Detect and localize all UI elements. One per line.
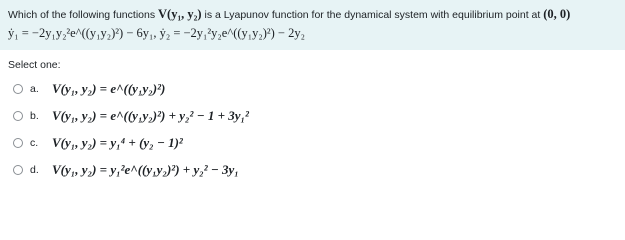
question-middle: is a Lyapunov function for the dynamical system with equilibrium point at xyxy=(201,9,544,21)
question-text-panel xyxy=(0,0,625,50)
question-function: V(y₁, y₂) xyxy=(158,7,202,21)
option-d[interactable] xyxy=(13,156,249,183)
option-formula: V(y₁, y₂) = y₁⁴ + (y₂ − 1)² xyxy=(52,134,183,150)
radio-button-c[interactable] xyxy=(13,138,23,148)
radio-button-d[interactable] xyxy=(13,165,23,175)
option-c[interactable] xyxy=(13,129,249,156)
question-text xyxy=(8,6,617,24)
answer-options xyxy=(13,75,249,183)
option-a[interactable] xyxy=(13,75,249,102)
radio-button-a[interactable] xyxy=(13,84,23,94)
system-equation: ẏ₁ = −2y₁y₂²e^((y₁y₂)²) − 6y₁, ẏ₂ = −2y₁²y₂e^((y₁y₂)²) − 2y₂ xyxy=(8,26,305,40)
option-formula: V(y₁, y₂) = y₁²e^((y₁y₂)²) + y₂² − 3y₁ xyxy=(52,161,239,177)
equilibrium-point: (0, 0) xyxy=(543,7,571,21)
option-letter: d. xyxy=(30,163,39,176)
question-prefix: Which of the following functions xyxy=(8,9,158,21)
radio-button-b[interactable] xyxy=(13,111,23,121)
option-letter: a. xyxy=(30,82,39,95)
option-b[interactable] xyxy=(13,102,249,129)
option-letter: b. xyxy=(30,109,39,122)
option-formula: V(y₁, y₂) = e^((y₁y₂)²) xyxy=(52,80,166,96)
option-letter: c. xyxy=(30,136,39,149)
option-formula: V(y₁, y₂) = e^((y₁y₂)²) + y₂² − 1 + 3y₁² xyxy=(52,107,249,123)
select-one-label: Select one: xyxy=(8,59,61,71)
